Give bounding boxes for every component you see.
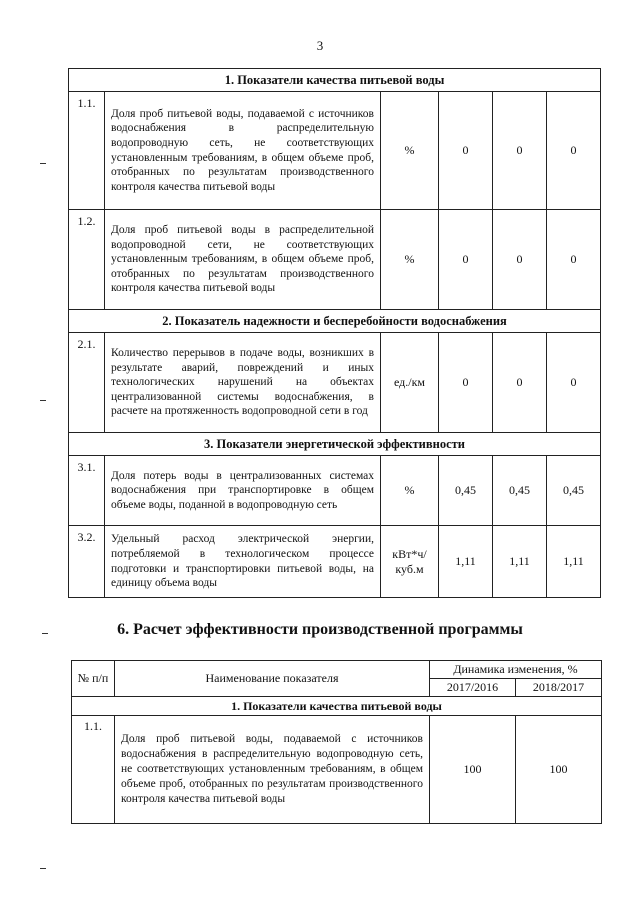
column-header-name: Наименование показателя bbox=[115, 661, 430, 697]
row-value: 0 bbox=[547, 210, 601, 310]
section-header-row bbox=[72, 697, 602, 716]
row-value: 1,11 bbox=[493, 526, 547, 598]
row-value: 0,45 bbox=[547, 456, 601, 526]
section-title: 2. Показатель надежности и бесперебойности водоснабжения bbox=[69, 310, 601, 333]
row-number: 1.1. bbox=[72, 716, 115, 824]
row-value: 1,11 bbox=[439, 526, 493, 598]
table-row bbox=[72, 716, 602, 824]
table-header-row bbox=[72, 661, 602, 679]
section-header-row bbox=[69, 69, 601, 92]
column-header-dynamics: Динамика изменения, % bbox=[430, 661, 602, 679]
row-value: 100 bbox=[516, 716, 602, 824]
section-title: 3. Показатели энергетической эффективности bbox=[69, 433, 601, 456]
section-header-row bbox=[69, 310, 601, 333]
row-value: 0 bbox=[493, 92, 547, 210]
table-row bbox=[69, 526, 601, 598]
margin-mark bbox=[42, 633, 48, 634]
row-unit: % bbox=[381, 92, 439, 210]
column-header-period: 2017/2016 bbox=[430, 679, 516, 697]
row-number: 1.1. bbox=[69, 92, 105, 210]
row-description: Доля проб питьевой воды, подаваемой с источников водоснабжения в распределительную водопроводную сеть, не соответствующих установленным требованиям, в общем объеме проб, отобранных по результатам производственного контроля качества питьевой воды bbox=[105, 92, 381, 210]
row-value: 0 bbox=[493, 210, 547, 310]
section-title: 1. Показатели качества питьевой воды bbox=[72, 697, 602, 716]
row-value: 1,11 bbox=[547, 526, 601, 598]
row-number: 3.1. bbox=[69, 456, 105, 526]
row-value: 0 bbox=[439, 92, 493, 210]
margin-mark bbox=[40, 400, 46, 401]
column-header-period: 2018/2017 bbox=[516, 679, 602, 697]
table-row bbox=[69, 210, 601, 310]
row-description: Доля проб питьевой воды, подаваемой с источников водоснабжения в распределительную водопроводную сеть, не соответствующих установленным требованиям, в общем объеме проб, отобранных по результатам производственного контроля качества питьевой воды bbox=[115, 716, 430, 824]
table-row bbox=[69, 333, 601, 433]
row-value: 0,45 bbox=[439, 456, 493, 526]
table-row bbox=[69, 92, 601, 210]
row-unit: % bbox=[381, 210, 439, 310]
row-value: 100 bbox=[430, 716, 516, 824]
row-unit: % bbox=[381, 456, 439, 526]
row-description: Доля потерь воды в централизованных системах водоснабжения при транспортировке в общем объеме воды, поданной в водопроводную сеть bbox=[105, 456, 381, 526]
row-number: 2.1. bbox=[69, 333, 105, 433]
row-value: 0,45 bbox=[493, 456, 547, 526]
row-value: 0 bbox=[493, 333, 547, 433]
row-value: 0 bbox=[547, 333, 601, 433]
margin-mark bbox=[40, 163, 46, 164]
section-header-row bbox=[69, 433, 601, 456]
quality-indicators-table bbox=[68, 68, 601, 598]
section-heading: 6. Расчет эффективности производственной программы bbox=[117, 621, 523, 638]
table-row bbox=[69, 456, 601, 526]
row-description: Доля проб питьевой воды в распределительной водопроводной сети, не соответствующих установленным требованиям, в общем объеме проб, отобранных по результатам производственного контроля качества питьевой воды bbox=[105, 210, 381, 310]
row-unit: ед./км bbox=[381, 333, 439, 433]
row-value: 0 bbox=[547, 92, 601, 210]
row-description: Количество перерывов в подаче воды, возникших в результате аварий, повреждений и иных технологических нарушений на объектах централизованной системы водоснабжения, в расчете на протяженность водопроводной сети в год bbox=[105, 333, 381, 433]
section-title: 1. Показатели качества питьевой воды bbox=[69, 69, 601, 92]
row-number: 1.2. bbox=[69, 210, 105, 310]
row-value: 0 bbox=[439, 333, 493, 433]
margin-mark bbox=[40, 868, 46, 869]
row-description: Удельный расход электрической энергии, потребляемой в технологическом процессе подготовки и транспортировки питьевой воды, на единицу объема воды bbox=[105, 526, 381, 598]
row-unit: кВт*ч/ куб.м bbox=[381, 526, 439, 598]
efficiency-table bbox=[71, 660, 602, 824]
row-number: 3.2. bbox=[69, 526, 105, 598]
row-value: 0 bbox=[439, 210, 493, 310]
page-number: 3 bbox=[316, 38, 324, 53]
column-header-number: № п/п bbox=[72, 661, 115, 697]
